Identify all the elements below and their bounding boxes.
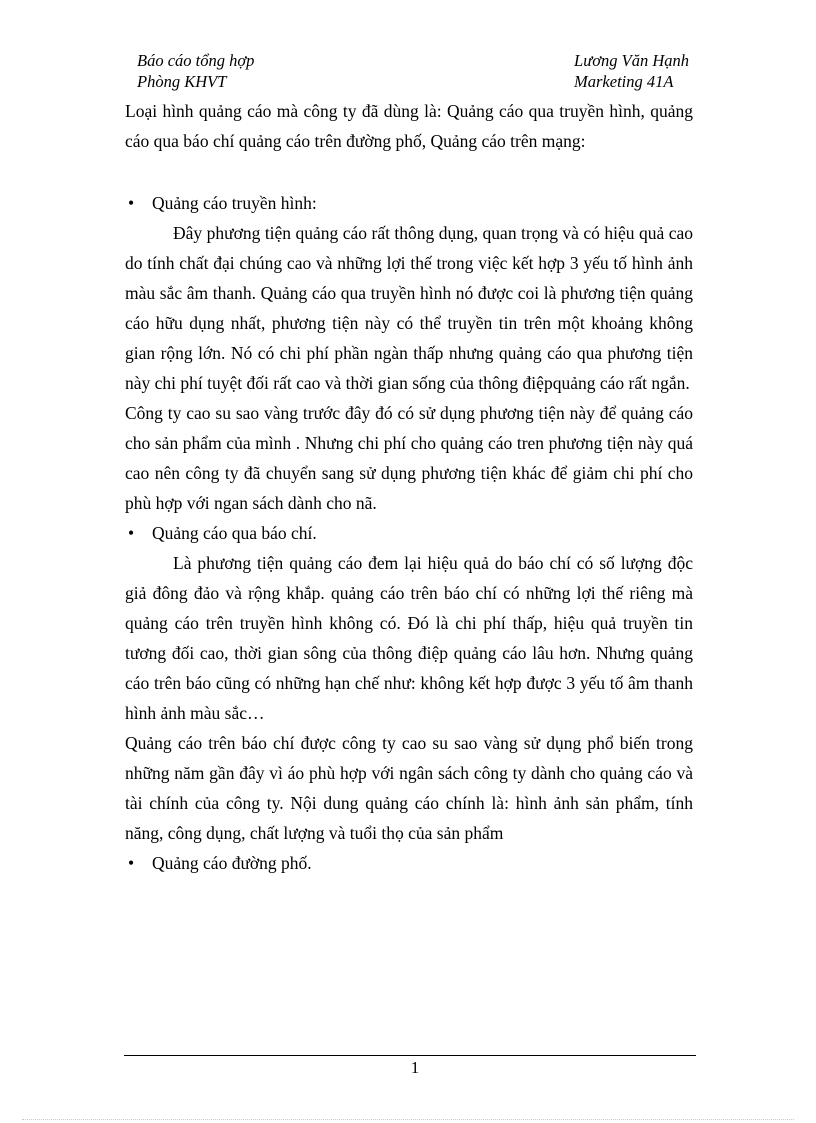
page-edge-divider: [22, 1119, 794, 1120]
footer-divider: [124, 1055, 696, 1056]
bullet-icon: •: [128, 193, 135, 213]
intro-paragraph: Loại hình quảng cáo mà công ty đã dùng là: Quảng cáo qua truyền hình, quảng cáo qua báo chí quảng cáo trên đường phố, Quảng cáo trên mạng:: [125, 101, 693, 151]
author-class: Marketing 41A: [574, 72, 674, 91]
report-title: Báo cáo tổng hợp: [137, 51, 255, 70]
bullet-item-street: [125, 848, 693, 878]
bullet-icon: •: [128, 523, 135, 543]
bullet-label: Quảng cáo truyền hình:: [152, 193, 317, 213]
paragraph-company-tv: Công ty cao su sao vàng trước đây đó có sử dụng phương tiện này để quảng cáo cho sản phẩm của mình . Nhưng chi phí cho quảng cáo tren phương tiện này quá cao nên công ty đã chuyển sang sử dụng phương tiện khác để giảm chi phí cho phù hợp với ngan sách dành cho nã.: [125, 403, 693, 513]
author-name: Lương Văn Hạnh: [574, 51, 689, 70]
paragraph-spacer: [125, 156, 693, 188]
paragraph-press-description: Là phương tiện quảng cáo đem lại hiệu quả do báo chí có số lượng độc giả đông đảo và rộng khắp. quảng cáo trên báo chí có những lợi thế riêng mà quảng cáo trên truyền hình không có. Đó là chi phí thấp, hiệu quả truyền tin tương đối cao, thời gian sông của thông điệp quảng cáo lâu hơn. Nhưng quảng cáo trên báo cũng có những hạn chế như: không kết hợp được 3 yếu tố âm thanh hình ảnh màu sắc…: [125, 553, 693, 723]
bullet-label: Quảng cáo qua báo chí.: [152, 523, 317, 543]
header-right: [574, 50, 689, 92]
header-left: [137, 50, 254, 92]
document-body: [125, 96, 693, 878]
department-name: Phòng KHVT: [137, 72, 227, 91]
paragraph-company-press: Quảng cáo trên báo chí được công ty cao su sao vàng sử dụng phổ biến trong những năm gần đây vì áo phù hợp với ngân sách công ty dành cho quảng cáo và tài chính của công ty. Nội dung quảng cáo chính là: hình ảnh sản phẩm, tính năng, công dụng, chất lượng và tuổi thọ của sản phẩm: [125, 733, 693, 843]
bullet-item-press: [125, 518, 693, 548]
bullet-icon: •: [128, 853, 135, 873]
paragraph-tv-description: Đây phương tiện quảng cáo rất thông dụng, quan trọng và có hiệu quả cao do tính chất đại chúng cao và những lợi thế trong việc kết hợp 3 yếu tố hình ảnh màu sắc âm thanh. Quảng cáo qua truyền hình nó được coi là phương tiện quảng cáo hữu dụng nhất, phương tiện này có thể truyền tin trên một khoảng không gian rộng lớn. Nó có chi phí phần ngàn thấp nhưng quảng cáo qua phương tiện này chi phí tuyệt đối rất cao và thời gian sống của thông điệpquảng cáo rất ngắn.: [125, 223, 693, 393]
bullet-item-tv: [125, 188, 693, 218]
page-number: 1: [410, 1058, 420, 1077]
bullet-label: Quảng cáo đường phố.: [152, 853, 312, 873]
